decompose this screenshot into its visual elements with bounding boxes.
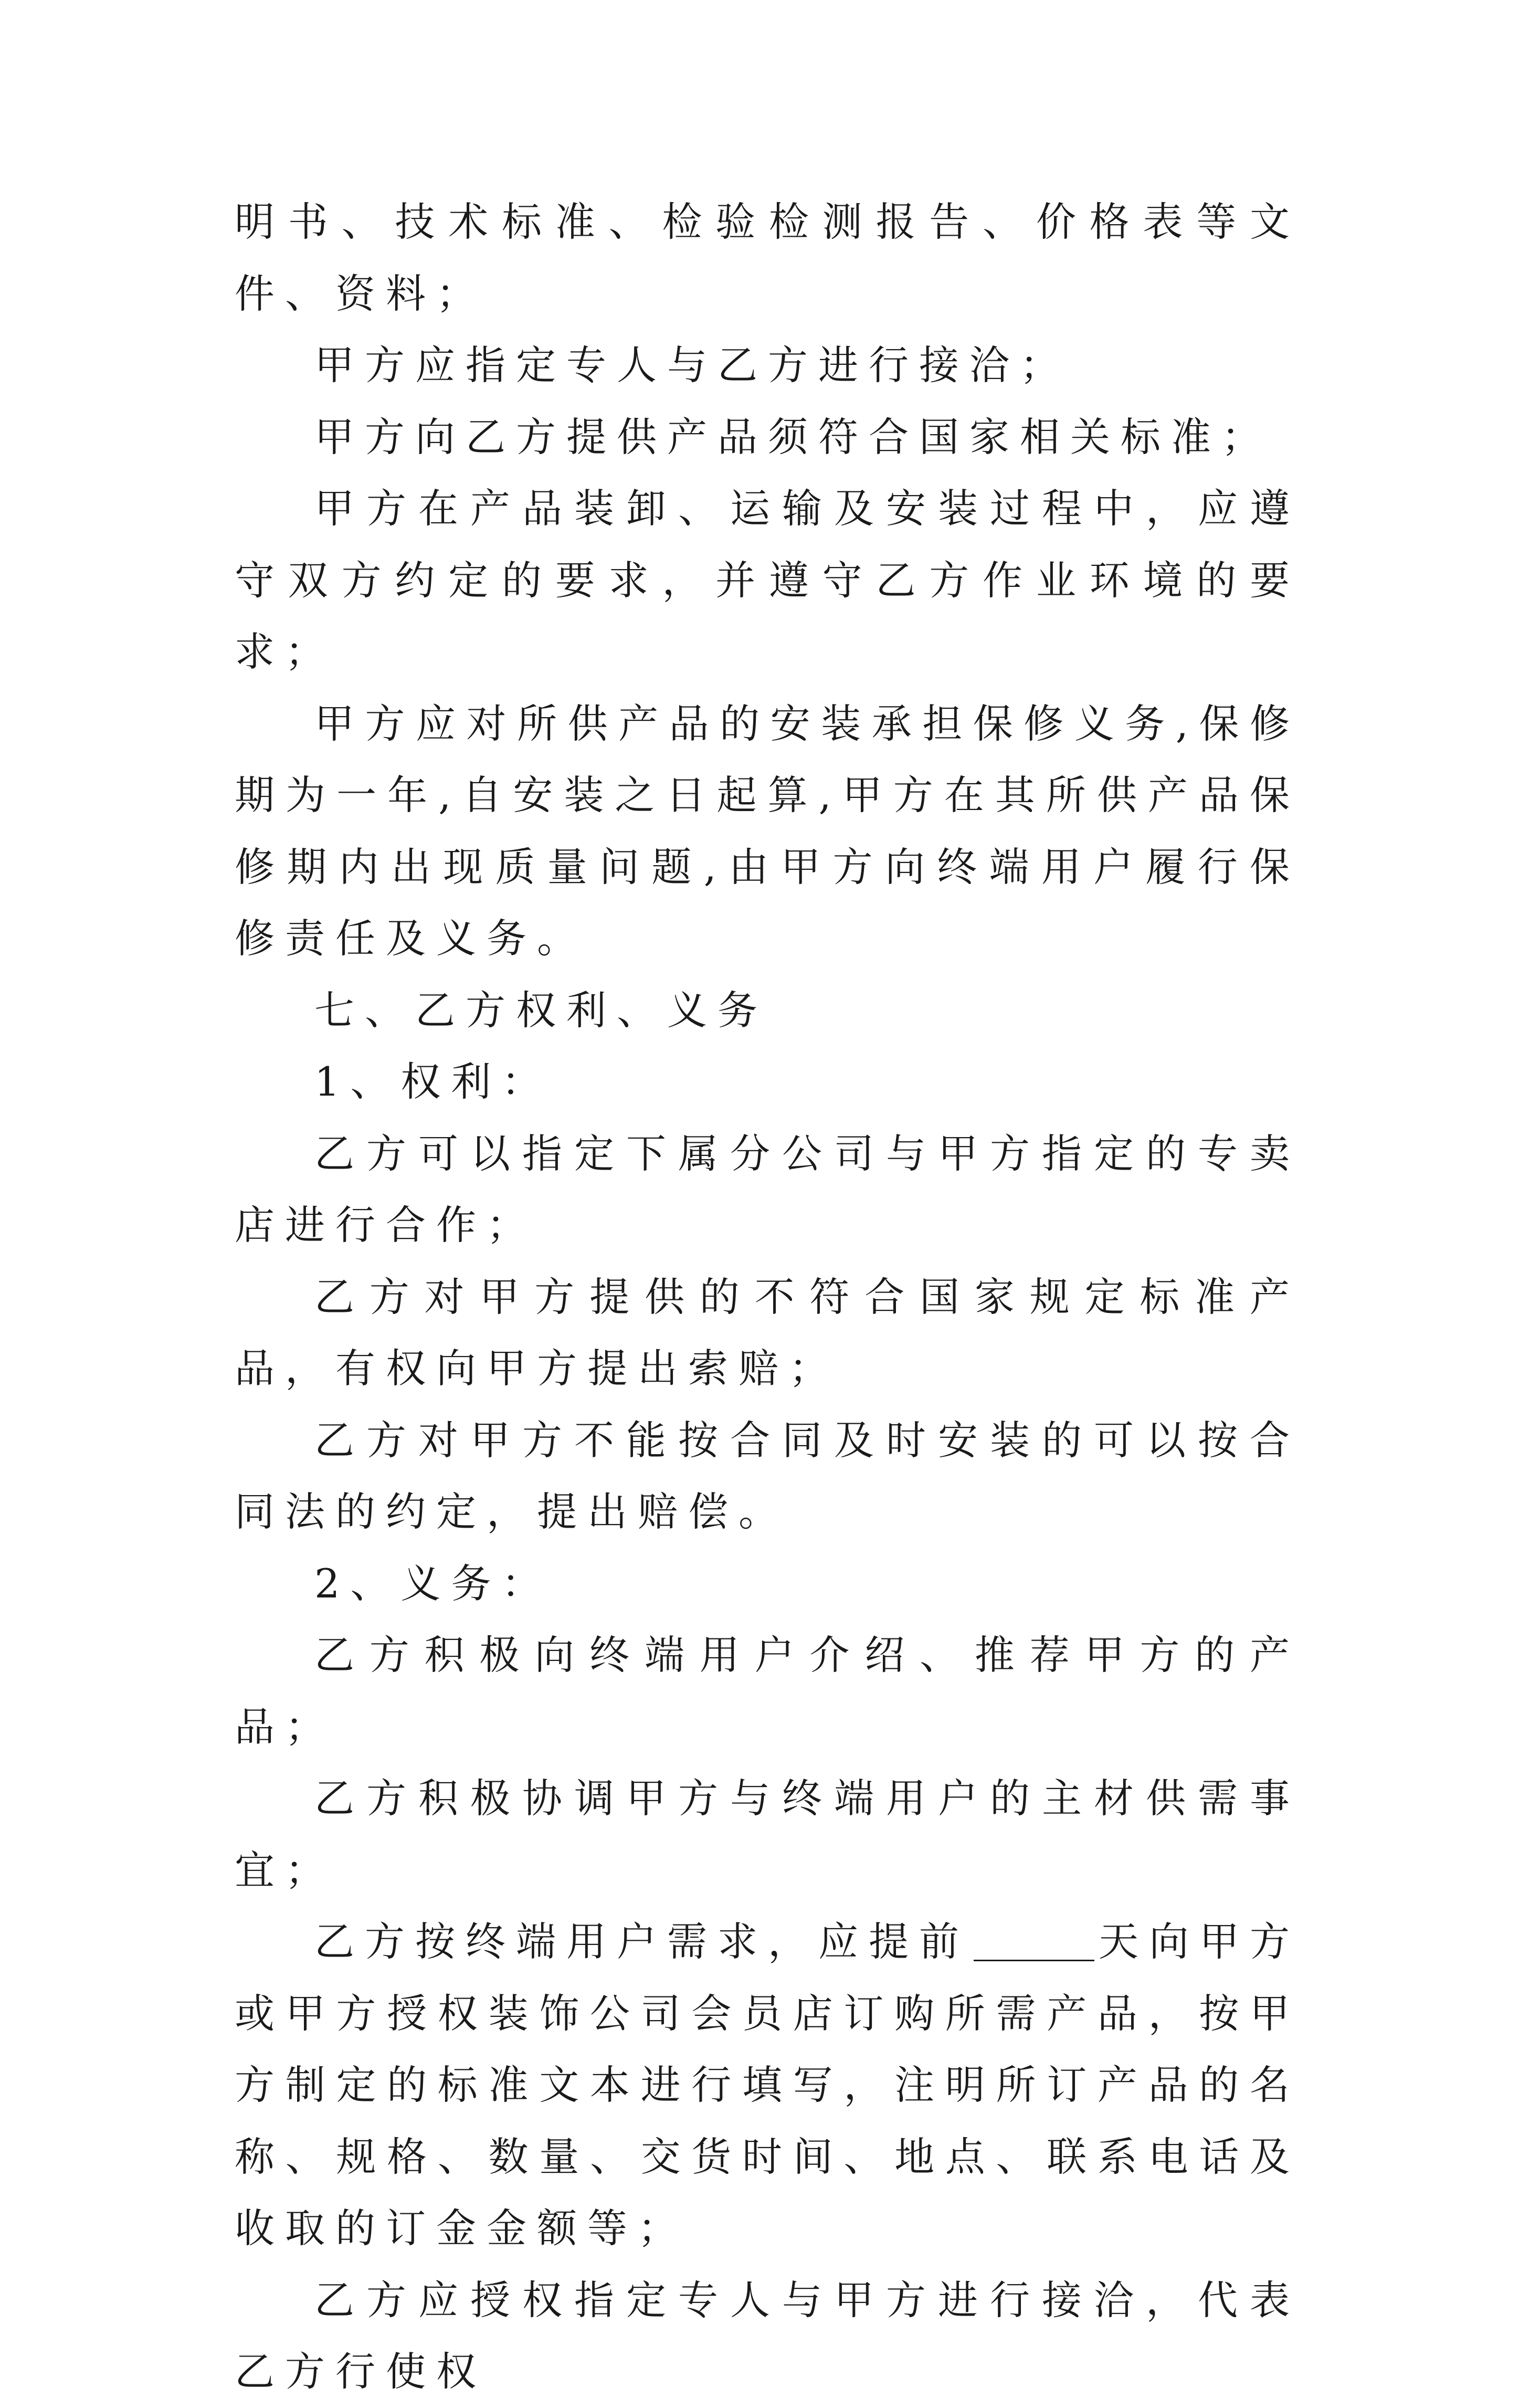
paragraph-party-b-coordinate: 乙方积极协调甲方与终端用户的主材供需事宜； bbox=[235, 1775, 1300, 1894]
paragraph-party-a-warranty: 甲方应对所供产品的安装承担保修义务,保修期为一年,自安装之日起算,甲方在其所供产品保修期内出现质量问题,由甲方向终端用户履行保修责任及义务。 bbox=[235, 700, 1300, 962]
paragraph-party-a-contact: 甲方应指定专人与乙方进行接洽； bbox=[314, 342, 1070, 388]
section-heading-party-b-rights: 七、乙方权利、义务 bbox=[314, 986, 768, 1034]
paragraph-party-a-transport: 甲方在产品装卸、运输及安装过程中，应遵守双方约定的要求，并遵守乙方作业环境的要求； bbox=[235, 485, 1300, 675]
paragraph-materials: 明书、技术标准、检验检测报告、价格表等文件、资料； bbox=[235, 198, 1300, 317]
order-text-before-blank: 乙方按终端用户需求，应提前 bbox=[314, 1918, 969, 1965]
paragraph-party-a-standards: 甲方向乙方提供产品须符合国家相关标准； bbox=[314, 413, 1272, 460]
days-blank-field[interactable] bbox=[974, 1920, 1094, 1961]
order-text-after-blank: 天向甲方或甲方授权装饰公司会员店订购所需产品，按甲方制定的标准文本进行填写，注明所订产品的名称、规格、数量、交货时间、地点、联系电话及收取的订金金额等； bbox=[235, 1918, 1300, 2252]
paragraph-party-b-order bbox=[235, 1906, 1300, 2265]
paragraph-party-b-compensation: 乙方对甲方不能按合同及时安装的可以按合同法的约定，提出赔偿。 bbox=[235, 1416, 1300, 1535]
document-body bbox=[235, 186, 1300, 2408]
paragraph-party-b-authorize: 乙方应授权指定专人与甲方进行接洽，代表乙方行使权 bbox=[235, 2276, 1300, 2395]
subheading-obligations: 2、义务： bbox=[314, 1560, 552, 1607]
paragraph-party-b-subsidiary: 乙方可以指定下属分公司与甲方指定的专卖店进行合作； bbox=[235, 1130, 1300, 1248]
subheading-rights: 1、权利： bbox=[314, 1058, 552, 1105]
paragraph-party-b-claims: 乙方对甲方提供的不符合国家规定标准产品，有权向甲方提出索赔； bbox=[235, 1273, 1300, 1392]
paragraph-party-b-promote: 乙方积极向终端用户介绍、推荐甲方的产品； bbox=[235, 1632, 1300, 1750]
